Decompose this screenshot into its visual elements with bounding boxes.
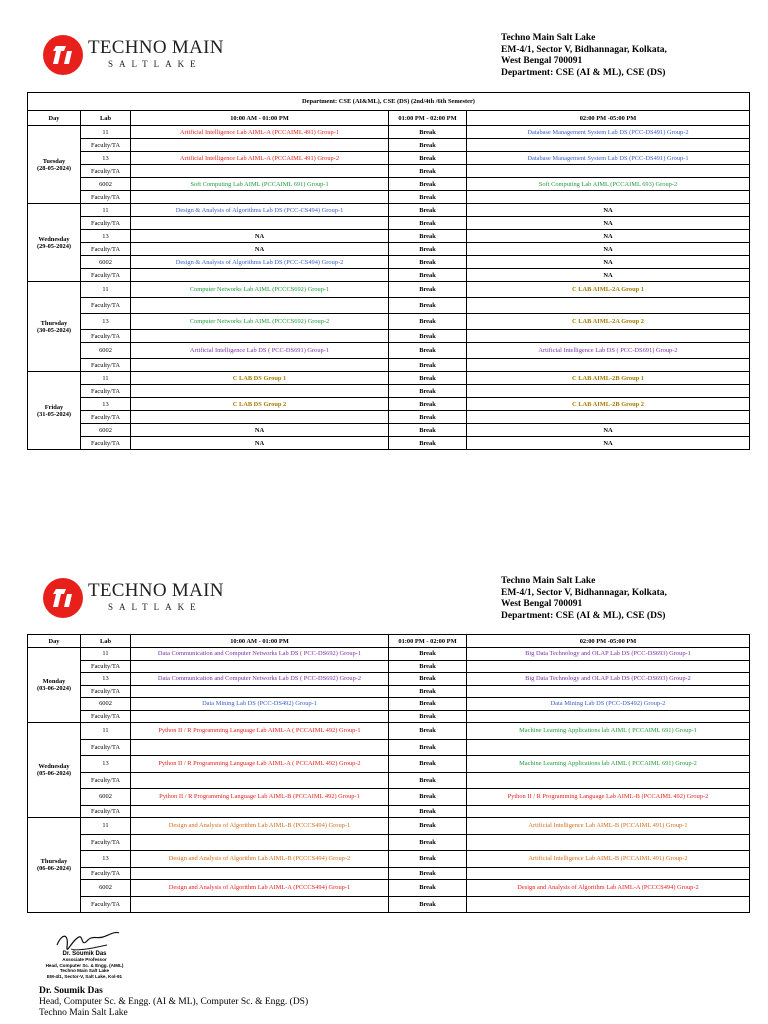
- lab-cell: 6002: [81, 424, 131, 437]
- lab-cell: Faculty/TA: [81, 385, 131, 398]
- table-row: [28, 398, 750, 411]
- lab-cell: 13: [81, 398, 131, 411]
- lab-cell: 13: [81, 230, 131, 243]
- morning-session-cell: [131, 834, 389, 851]
- afternoon-session-cell: Python II / R Programming Language Lab AIML-B (PCCAIML 492) Group-2: [467, 789, 750, 806]
- lab-cell: Faculty/TA: [81, 710, 131, 723]
- morning-session-cell: Python II / R Programming Language Lab AIML-A ( PCCAIML 492) Group-1: [131, 723, 389, 740]
- table-row: [28, 359, 750, 372]
- day-cell: [28, 372, 81, 450]
- afternoon-session-cell: [467, 139, 750, 152]
- morning-session-cell: Python II / R Programming Language Lab AIML-B (PCCAIML 492) Group-1: [131, 789, 389, 806]
- day-name: Thursday: [40, 858, 68, 865]
- morning-session-cell: [131, 385, 389, 398]
- morning-session-cell: [131, 867, 389, 880]
- break-cell: Break: [389, 818, 467, 835]
- break-cell: Break: [389, 896, 467, 913]
- day-name: Wednesday: [38, 235, 70, 243]
- break-cell: Break: [389, 851, 467, 868]
- techno-main-logo-icon: [42, 34, 84, 76]
- afternoon-session-cell: [467, 165, 750, 178]
- lab-cell: Faculty/TA: [81, 411, 131, 424]
- lab-cell: Faculty/TA: [81, 660, 131, 673]
- col-header-afternoon: 02:00 PM -05:00 PM: [467, 111, 750, 126]
- afternoon-session-cell: Data Mining Lab DS (PCC-DS492) Group-2: [467, 698, 750, 711]
- logo-name: TECHNO MAIN: [88, 37, 224, 58]
- break-cell: Break: [389, 204, 467, 217]
- afternoon-session-cell: Machine Learning Applications lab AIML ( PCCAIML 691) Group-1: [467, 723, 750, 740]
- break-cell: Break: [389, 165, 467, 178]
- break-cell: Break: [389, 867, 467, 880]
- col-header-break: 01:00 PM - 02:00 PM: [389, 635, 467, 648]
- lab-cell: 6002: [81, 178, 131, 191]
- break-cell: Break: [389, 660, 467, 673]
- table-row: [28, 343, 750, 359]
- table-row: [28, 256, 750, 269]
- day-name: Monday: [42, 678, 66, 685]
- table-row: [28, 437, 750, 450]
- logo-subtitle: SALTLAKE: [108, 59, 202, 69]
- afternoon-session-cell: Big Data Technology and OLAP Lab DS (PCC-DS693) Group-1: [467, 648, 750, 661]
- address-line: Techno Main Salt Lake: [501, 576, 596, 586]
- afternoon-session-cell: [467, 298, 750, 314]
- lab-cell: 13: [81, 756, 131, 773]
- day-date: (29-05-2024): [36, 242, 72, 250]
- table-row: [28, 152, 750, 165]
- lab-cell: Faculty/TA: [81, 165, 131, 178]
- break-cell: Break: [389, 217, 467, 230]
- table-row: [28, 139, 750, 152]
- lab-cell: 13: [81, 152, 131, 165]
- lab-cell: 13: [81, 673, 131, 686]
- day-name: Thursday: [40, 319, 68, 327]
- lab-cell: Faculty/TA: [81, 867, 131, 880]
- afternoon-session-cell: Soft Computing Lab AIML (PCCAIML 693) Group-2: [467, 178, 750, 191]
- afternoon-session-cell: [467, 385, 750, 398]
- morning-session-cell: [131, 165, 389, 178]
- afternoon-session-cell: C LAB AIML-2B Group 2: [467, 398, 750, 411]
- table-row: [28, 126, 750, 139]
- morning-session-cell: [131, 269, 389, 282]
- lab-cell: Faculty/TA: [81, 739, 131, 756]
- table-row: [28, 867, 750, 880]
- afternoon-session-cell: NA: [467, 424, 750, 437]
- lab-cell: Faculty/TA: [81, 269, 131, 282]
- afternoon-session-cell: C LAB AIML-2A Group 2: [467, 314, 750, 330]
- afternoon-session-cell: Artificial Intelligence Lab DS ( PCC-DS691) Group-2: [467, 343, 750, 359]
- morning-session-cell: Data Mining Lab DS (PCC-DS492) Group-1: [131, 698, 389, 711]
- signatory-block: [39, 986, 308, 1019]
- table-row: [28, 698, 750, 711]
- logo-subtitle: SALTLAKE: [108, 602, 202, 612]
- morning-session-cell: Artificial Intelligence Lab AIML-A (PCCAIML 491) Group-2: [131, 152, 389, 165]
- morning-session-cell: [131, 805, 389, 818]
- lab-cell: Faculty/TA: [81, 243, 131, 256]
- day-date: (05-06-2024): [36, 770, 72, 777]
- table-row: [28, 673, 750, 686]
- afternoon-session-cell: NA: [467, 437, 750, 450]
- day-cell: [28, 723, 81, 818]
- day-cell: [28, 648, 81, 723]
- table-row: [28, 314, 750, 330]
- day-date: (30-05-2024): [36, 326, 72, 334]
- break-cell: Break: [389, 834, 467, 851]
- morning-session-cell: [131, 685, 389, 698]
- afternoon-session-cell: NA: [467, 217, 750, 230]
- day-name: Friday: [44, 403, 64, 411]
- morning-session-cell: Design and Analysis of Algorithm Lab AIML-B (PCCCS494) Group-1: [131, 818, 389, 835]
- table-row: [28, 789, 750, 806]
- table-row: [28, 851, 750, 868]
- afternoon-session-cell: [467, 330, 750, 343]
- afternoon-session-cell: NA: [467, 243, 750, 256]
- afternoon-session-cell: Database Management System Lab DS (PCC-DS491) Group-1: [467, 152, 750, 165]
- morning-session-cell: Computer Networks Lab AIML (PCCCS692) Group-1: [131, 282, 389, 298]
- table-row: [28, 330, 750, 343]
- afternoon-session-cell: [467, 411, 750, 424]
- table-row: [28, 756, 750, 773]
- break-cell: Break: [389, 739, 467, 756]
- morning-session-cell: Data Communication and Computer Networks Lab DS ( PCC-DS692) Group-1: [131, 648, 389, 661]
- techno-main-logo-icon: [42, 577, 84, 619]
- timetable-week-1: [27, 92, 750, 450]
- table-row: [28, 648, 750, 661]
- day-cell: [28, 204, 81, 282]
- break-cell: Break: [389, 139, 467, 152]
- break-cell: Break: [389, 178, 467, 191]
- lab-cell: Faculty/TA: [81, 772, 131, 789]
- lab-cell: 13: [81, 314, 131, 330]
- lab-cell: 11: [81, 204, 131, 217]
- day-cell: [28, 818, 81, 913]
- col-header-morning: 10:00 AM - 01:00 PM: [131, 635, 389, 648]
- morning-session-cell: Artificial Intelligence Lab DS ( PCC-DS691) Group-1: [131, 343, 389, 359]
- break-cell: Break: [389, 789, 467, 806]
- break-cell: Break: [389, 880, 467, 897]
- afternoon-session-cell: [467, 660, 750, 673]
- break-cell: Break: [389, 424, 467, 437]
- afternoon-session-cell: NA: [467, 204, 750, 217]
- table-row: [28, 385, 750, 398]
- address-line: Department: CSE (AI & ML), CSE (DS): [501, 610, 666, 621]
- morning-session-cell: Design and Analysis of Algorithm Lab AIML-A (PCCCS494) Group-1: [131, 880, 389, 897]
- morning-session-cell: Artificial Intelligence Lab AIML-A (PCCAIML 491) Group-1: [131, 126, 389, 139]
- table-row: [28, 298, 750, 314]
- lab-cell: 6002: [81, 343, 131, 359]
- table-row: [28, 282, 750, 298]
- afternoon-session-cell: NA: [467, 269, 750, 282]
- break-cell: Break: [389, 230, 467, 243]
- morning-session-cell: [131, 139, 389, 152]
- lab-cell: Faculty/TA: [81, 437, 131, 450]
- morning-session-cell: [131, 739, 389, 756]
- morning-session-cell: [131, 217, 389, 230]
- logo-name: TECHNO MAIN: [88, 580, 224, 601]
- lab-cell: 6002: [81, 880, 131, 897]
- table-row: [28, 772, 750, 789]
- address-block: [501, 33, 667, 79]
- afternoon-session-cell: [467, 710, 750, 723]
- table-row: [28, 710, 750, 723]
- address-line: EM-4/1, Sector V, Bidhannagar, Kolkata,: [501, 44, 667, 55]
- morning-session-cell: [131, 710, 389, 723]
- table-row: [28, 269, 750, 282]
- stamp-line: Head, Computer Sc. & Engg. (AIML): [45, 962, 124, 968]
- morning-session-cell: NA: [131, 437, 389, 450]
- table-row: [28, 896, 750, 913]
- day-date: (03-06-2024): [36, 685, 72, 692]
- lab-cell: 11: [81, 723, 131, 740]
- lab-cell: Faculty/TA: [81, 330, 131, 343]
- morning-session-cell: NA: [131, 424, 389, 437]
- day-date: (31-05-2024): [36, 410, 72, 418]
- col-header-afternoon: 02:00 PM -05:00 PM: [467, 635, 750, 648]
- lab-cell: Faculty/TA: [81, 896, 131, 913]
- day-name: Tuesday: [42, 157, 66, 165]
- lab-cell: Faculty/TA: [81, 685, 131, 698]
- lab-cell: Faculty/TA: [81, 217, 131, 230]
- afternoon-session-cell: [467, 191, 750, 204]
- morning-session-cell: C LAB DS Group 1: [131, 372, 389, 385]
- break-cell: Break: [389, 256, 467, 269]
- break-cell: Break: [389, 282, 467, 298]
- signatory-org: Techno Main Salt Lake: [39, 1008, 128, 1018]
- address-line: West Bengal 700091: [501, 599, 583, 609]
- afternoon-session-cell: [467, 896, 750, 913]
- break-cell: Break: [389, 191, 467, 204]
- lab-cell: Faculty/TA: [81, 298, 131, 314]
- break-cell: Break: [389, 359, 467, 372]
- morning-session-cell: NA: [131, 243, 389, 256]
- break-cell: Break: [389, 685, 467, 698]
- day-cell: [28, 126, 81, 204]
- address-line: Department: CSE (AI & ML), CSE (DS): [501, 67, 666, 78]
- col-header-lab: Lab: [81, 635, 131, 648]
- lab-cell: Faculty/TA: [81, 139, 131, 152]
- afternoon-session-cell: [467, 834, 750, 851]
- break-cell: Break: [389, 372, 467, 385]
- stamp-line: EM-4/1, Sector-V, Salt Lake, Kol-91: [46, 973, 123, 979]
- day-cell: [28, 282, 81, 372]
- address-line: West Bengal 700091: [501, 56, 583, 66]
- afternoon-session-cell: [467, 867, 750, 880]
- break-cell: Break: [389, 385, 467, 398]
- lab-cell: Faculty/TA: [81, 191, 131, 204]
- timetable-week-2: [27, 634, 750, 913]
- afternoon-session-cell: Big Data Technology and OLAP Lab DS (PCC-DS693) Group-2: [467, 673, 750, 686]
- afternoon-session-cell: [467, 739, 750, 756]
- table-row: [28, 424, 750, 437]
- lab-cell: 11: [81, 648, 131, 661]
- table-row: [28, 411, 750, 424]
- table-row: [28, 372, 750, 385]
- afternoon-session-cell: C LAB AIML-2B Group 1: [467, 372, 750, 385]
- morning-session-cell: [131, 359, 389, 372]
- table-row: [28, 805, 750, 818]
- break-cell: Break: [389, 243, 467, 256]
- morning-session-cell: [131, 411, 389, 424]
- table-row: [28, 230, 750, 243]
- afternoon-session-cell: [467, 805, 750, 818]
- afternoon-session-cell: Design and Analysis of Algorithm Lab AIML-A (PCCCS494) Group-2: [467, 880, 750, 897]
- break-cell: Break: [389, 411, 467, 424]
- day-name: Wednesday: [38, 763, 70, 770]
- lab-cell: Faculty/TA: [81, 805, 131, 818]
- morning-session-cell: Design and Analysis of Algorithm Lab AIML-B (PCCCS494) Group-2: [131, 851, 389, 868]
- lab-cell: Faculty/TA: [81, 359, 131, 372]
- morning-session-cell: [131, 191, 389, 204]
- table-row: [28, 834, 750, 851]
- address-line: EM-4/1, Sector V, Bidhannagar, Kolkata,: [501, 587, 667, 598]
- col-header-lab: Lab: [81, 111, 131, 126]
- department-title: Department: CSE (AI&ML), CSE (DS) (2nd/4th /6th Semester): [28, 93, 750, 111]
- afternoon-session-cell: Artificial Intelligence Lab AIML-B (PCCAIML 491) Group-2: [467, 851, 750, 868]
- afternoon-session-cell: [467, 772, 750, 789]
- afternoon-session-cell: Database Management System Lab DS (PCC-DS491) Group-2: [467, 126, 750, 139]
- afternoon-session-cell: Machine Learning Applications lab AIML ( PCCAIML 691) Group-2: [467, 756, 750, 773]
- morning-session-cell: Design & Analysis of Algorithms Lab DS (PCC-CS494) Group-2: [131, 256, 389, 269]
- afternoon-session-cell: NA: [467, 230, 750, 243]
- break-cell: Break: [389, 398, 467, 411]
- break-cell: Break: [389, 805, 467, 818]
- morning-session-cell: Design & Analysis of Algorithms Lab DS (PCC-CS494) Group-1: [131, 204, 389, 217]
- lab-cell: Faculty/TA: [81, 834, 131, 851]
- lab-cell: 6002: [81, 256, 131, 269]
- address-block: [501, 576, 667, 622]
- signatory-title: Head, Computer Sc. & Engg. (AI & ML), Computer Sc. & Engg. (DS): [39, 997, 309, 1007]
- morning-session-cell: NA: [131, 230, 389, 243]
- lab-cell: 11: [81, 818, 131, 835]
- break-cell: Break: [389, 723, 467, 740]
- day-date: (06-06-2024): [36, 865, 72, 872]
- break-cell: Break: [389, 298, 467, 314]
- address-line: Techno Main Salt Lake: [501, 33, 596, 43]
- afternoon-session-cell: [467, 359, 750, 372]
- afternoon-session-cell: [467, 685, 750, 698]
- table-row: [28, 660, 750, 673]
- afternoon-session-cell: Artificial Intelligence Lab AIML-B (PCCAIML 491) Group-1: [467, 818, 750, 835]
- lab-cell: 13: [81, 851, 131, 868]
- morning-session-cell: [131, 330, 389, 343]
- table-row: [28, 818, 750, 835]
- table-row: [28, 217, 750, 230]
- lab-cell: 6002: [81, 789, 131, 806]
- table-row: [28, 723, 750, 740]
- morning-session-cell: Soft Computing Lab AIML (PCCAIML 691) Group-1: [131, 178, 389, 191]
- table-row: [28, 178, 750, 191]
- stamp-line: Associate Professor: [62, 957, 107, 963]
- lab-cell: 11: [81, 372, 131, 385]
- break-cell: Break: [389, 648, 467, 661]
- break-cell: Break: [389, 437, 467, 450]
- break-cell: Break: [389, 269, 467, 282]
- morning-session-cell: [131, 298, 389, 314]
- stamp-line: Techno Main Salt Lake: [59, 968, 110, 974]
- morning-session-cell: [131, 896, 389, 913]
- break-cell: Break: [389, 756, 467, 773]
- table-row: [28, 880, 750, 897]
- table-row: [28, 739, 750, 756]
- lab-cell: 11: [81, 126, 131, 139]
- stamp-line: Dr. Soumik Das: [62, 951, 107, 957]
- signatory-name: Dr. Soumik Das: [39, 986, 103, 996]
- col-header-break: 01:00 PM - 02:00 PM: [389, 111, 467, 126]
- table-row: [28, 191, 750, 204]
- break-cell: Break: [389, 126, 467, 139]
- break-cell: Break: [389, 343, 467, 359]
- morning-session-cell: [131, 660, 389, 673]
- table-row: [28, 685, 750, 698]
- col-header-day: Day: [28, 111, 81, 126]
- afternoon-session-cell: C LAB AIML-2A Group 1: [467, 282, 750, 298]
- lab-cell: 11: [81, 282, 131, 298]
- lab-cell: 6002: [81, 698, 131, 711]
- morning-session-cell: Data Communication and Computer Networks Lab DS ( PCC-DS692) Group-2: [131, 673, 389, 686]
- morning-session-cell: Computer Networks Lab AIML (PCCCS692) Group-2: [131, 314, 389, 330]
- col-header-day: Day: [28, 635, 81, 648]
- table-row: [28, 204, 750, 217]
- morning-session-cell: C LAB DS Group 2: [131, 398, 389, 411]
- break-cell: Break: [389, 330, 467, 343]
- break-cell: Break: [389, 152, 467, 165]
- break-cell: Break: [389, 710, 467, 723]
- afternoon-session-cell: NA: [467, 256, 750, 269]
- break-cell: Break: [389, 772, 467, 789]
- table-row: [28, 165, 750, 178]
- col-header-morning: 10:00 AM - 01:00 PM: [131, 111, 389, 126]
- morning-session-cell: [131, 772, 389, 789]
- morning-session-cell: Python II / R Programming Language Lab AIML-A ( PCCAIML 492) Group-2: [131, 756, 389, 773]
- break-cell: Break: [389, 314, 467, 330]
- day-date: (28-05-2024): [36, 164, 72, 172]
- break-cell: Break: [389, 673, 467, 686]
- break-cell: Break: [389, 698, 467, 711]
- table-row: [28, 243, 750, 256]
